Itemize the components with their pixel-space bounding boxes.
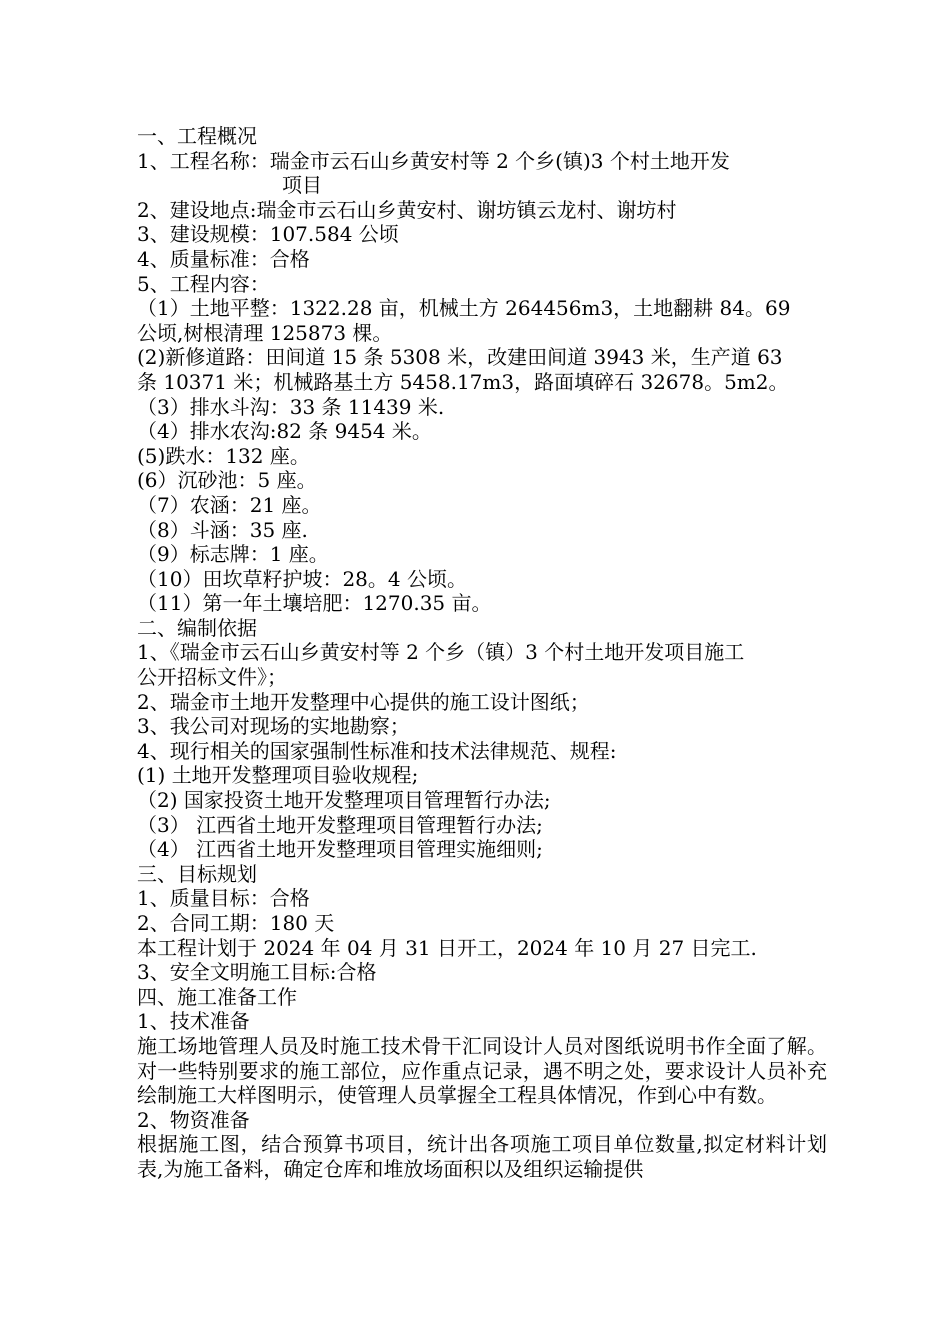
content-item-signboard: （9）标志牌：1 座。 — [137, 542, 329, 567]
content-item-roads-cont: 条 10371 米；机械路基土方 5458.17m3，路面填碎石 32678。5m2。 — [137, 369, 789, 394]
quality-standard-line: 4、质量标准：合格 — [137, 246, 310, 271]
goal-duration: 2、合同工期：180 天 — [137, 911, 335, 935]
basis-item-standards: 4、现行相关的国家强制性标准和技术法律规范、规程: — [137, 738, 617, 763]
content-item-drain-ditch: （3）排水斗沟：33 条 11439 米. — [137, 394, 445, 419]
section-heading-basis: 二、编制依据 — [137, 615, 257, 640]
content-item-farm-ditch: （4）排水农沟:82 条 9454 米。 — [137, 419, 432, 444]
standard-item-national-measures: （2) 国家投资土地开发整理项目管理暂行办法; — [137, 788, 551, 813]
content-item-sediment-tank: (6）沉砂池：5 座。 — [137, 468, 317, 493]
content-item-land-leveling-cont: 公顷,树根清理 125873 棵。 — [137, 320, 393, 345]
construction-location-line: 2、建设地点:瑞金市云石山乡黄安村、谢坊镇云龙村、谢坊村 — [137, 197, 677, 222]
section-heading-goals: 三、目标规划 — [137, 861, 257, 886]
content-item-roads: (2)新修道路：田间道 15 条 5308 米，改建田间道 3943 米，生产道 63 — [137, 345, 783, 370]
schedule-line: 本工程计划于 2024 年 04 月 31 日开工，2024 年 10 月 27 日完工. — [137, 935, 757, 960]
document-body — [137, 124, 827, 1182]
project-name-line: 1、工程名称：瑞金市云石山乡黄安村等 2 个乡(镇)3 个村土地开发 — [137, 148, 730, 173]
content-item-slope-protection: （10）田坎草籽护坡：28。4 公顷。 — [137, 566, 467, 591]
basis-item-drawings: 2、瑞金市土地开发整理中心提供的施工设计图纸； — [137, 689, 590, 714]
standard-item-jiangxi-rules: （4） 江西省土地开发整理项目管理实施细则; — [137, 837, 543, 862]
standard-item-acceptance: (1) 土地开发整理项目验收规程; — [137, 763, 419, 788]
standard-item-jiangxi-measures: （3） 江西省土地开发整理项目管理暂行办法; — [137, 812, 543, 837]
project-content-heading: 5、工程内容： — [137, 271, 270, 296]
basis-item-tender: 1、《瑞金市云石山乡黄安村等 2 个乡（镇）3 个村土地开发项目施工 — [137, 640, 745, 665]
content-item-farm-culvert: （7）农涵：21 座。 — [137, 492, 322, 517]
goal-quality: 1、质量目标：合格 — [137, 886, 310, 911]
section-heading-overview: 一、工程概况 — [137, 124, 257, 148]
content-item-drop-structure: (5)跌水：132 座。 — [137, 443, 310, 468]
basis-item-tender-cont: 公开招标文件》； — [137, 665, 287, 690]
subheading-materials-prep: 2、物资准备 — [137, 1107, 250, 1132]
section-heading-preparation: 四、施工准备工作 — [137, 984, 297, 1009]
basis-item-survey: 3、我公司对现场的实地勘察； — [137, 714, 410, 739]
project-name-continuation: 项目 — [282, 173, 322, 198]
subheading-technical-prep: 1、技术准备 — [137, 1009, 250, 1034]
goal-safety: 3、安全文明施工目标:合格 — [137, 960, 377, 985]
paragraph-technical-prep: 施工场地管理人员及时施工技术骨干汇同设计人员对图纸说明书作全面了解。对一些特别要求的施工部位，应作重点记录，遇不明之处，要求设计人员补充绘制施工大样图明示，使管理人员掌握全工程具体情况，作到心中有数。 — [137, 1033, 827, 1108]
content-item-ditch-culvert: （8）斗涵：35 座. — [137, 517, 308, 542]
paragraph-materials-prep: 根据施工图，结合预算书项目，统计出各项施工项目单位数量,拟定材料计划表,为施工备料，确定仓库和堆放场面积以及组织运输提供 — [137, 1132, 827, 1181]
content-item-land-leveling: （1）土地平整：1322.28 亩，机械土方 264456m3，土地翻耕 84。69 — [137, 296, 791, 321]
content-item-soil-fertilization: （11）第一年土壤培肥：1270.35 亩。 — [137, 591, 492, 616]
construction-scale-line: 3、建设规模：107.584 公顷 — [137, 222, 399, 247]
